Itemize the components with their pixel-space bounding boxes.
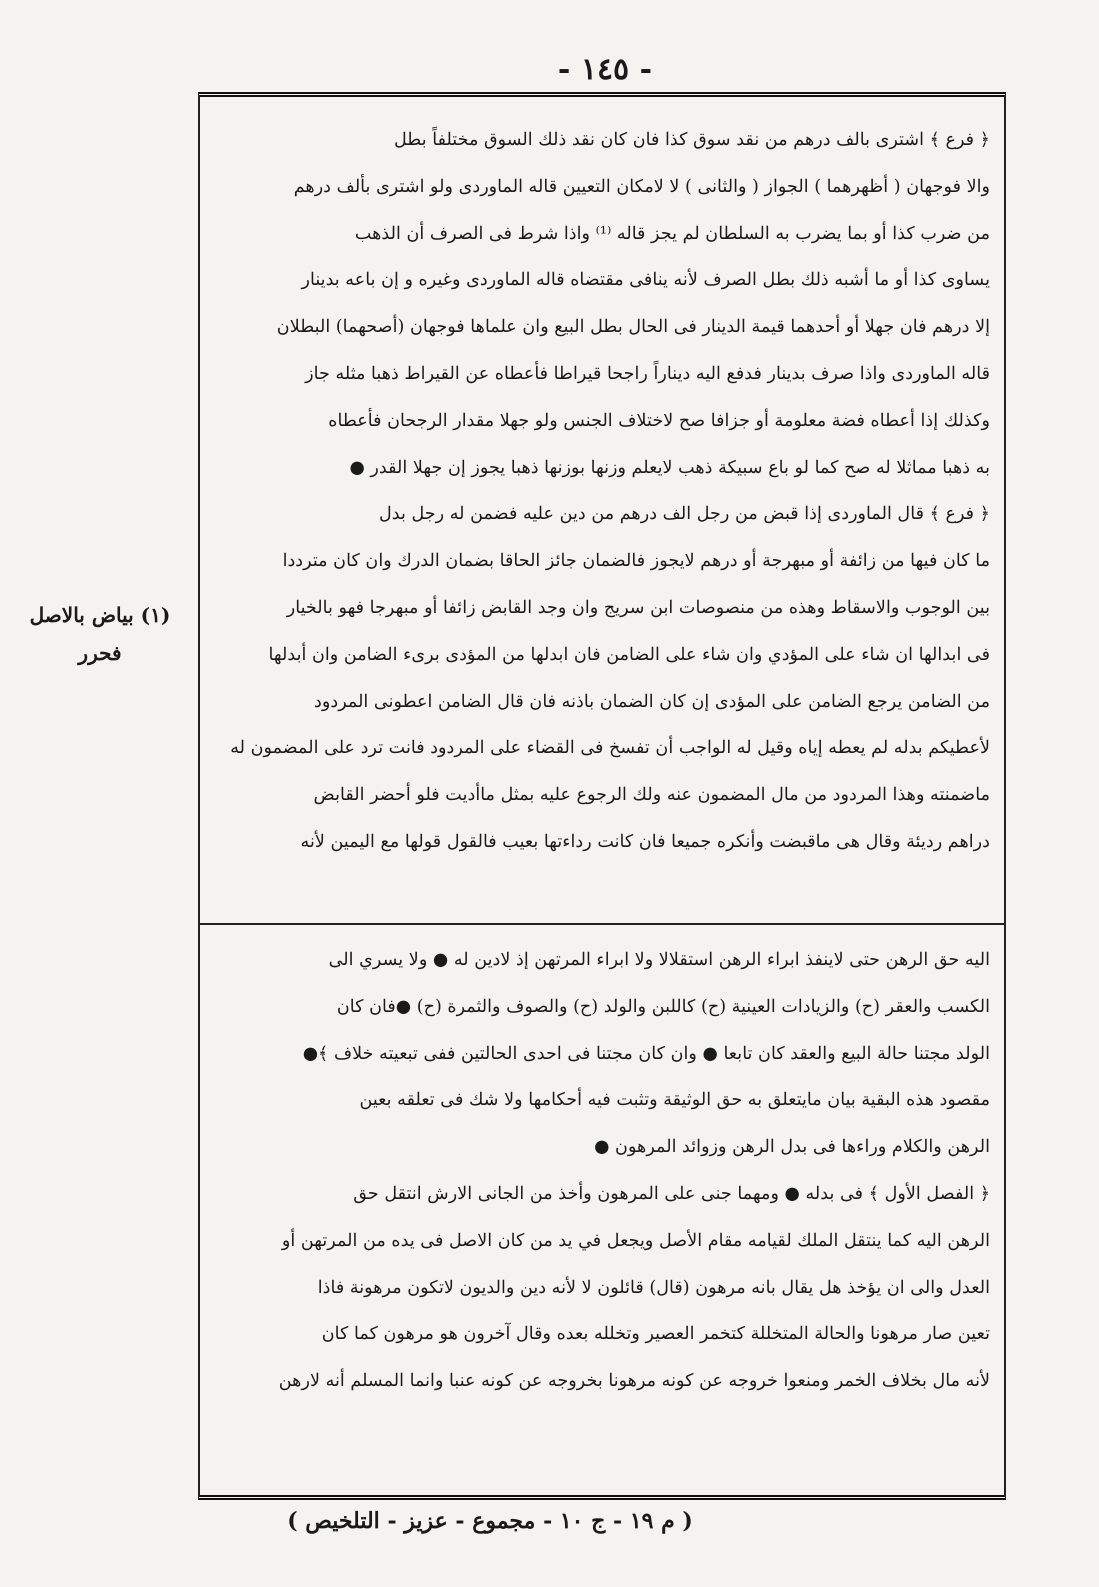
main-text-block	[214, 937, 990, 1405]
text-line: قاله الماوردى واذا صرف بدينار فدفع اليه ديناراً راجحا قيراطا فأعطاه عن القيراط ذهبا مثله جاز	[305, 363, 990, 384]
text-line: الرهن والكلام وراءها فى بدل الرهن وزوائد المرهون ●	[594, 1137, 990, 1158]
text-line: ﴿ فرع ﴾ اشترى بالف درهم من نقد سوق كذا فان كان نقد ذلك السوق مختلفاً بطل	[393, 130, 990, 150]
text-line: به ذهبا مماثلا له صح كما لو باع سبيكة ذهب لايعلم وزنها بوزنها ذهبا يجوز إن جهلا القدر ●	[349, 457, 990, 478]
text-line: والا فوجهان ( أظهرهما ) الجواز ( والثانى ) لا لامكان التعيين قاله الماوردى ولو اشترى بألف درهم	[293, 176, 990, 197]
text-line: من الضامن يرجع الضامن على المؤدى إن كان الضمان باذنه فان قال الضامن اعطونى المردود	[314, 691, 990, 712]
text-frame	[198, 92, 1006, 1500]
text-line: لأعطيكم بدله لم يعطه إياه وقيل له الواجب أن تفسخ فى القضاء على المردود فانت ترد على المضمون له	[230, 738, 990, 759]
text-line: لأنه مال بخلاف الخمر ومنعوا خروجه عن كونه مرهونا بخروجه عن كونه عنبا وانما المسلم أنه لارهن	[278, 1371, 990, 1392]
text-line: الولد مجتنا حالة البيع والعقد كان تابعا ● وان كان مجتنا فى احدى الحالتين ففى تبعيته خلاف ﴾●	[302, 1043, 990, 1064]
text-line: ماضمنته وهذا المردود من مال المضمون عنه ولك الرجوع عليه بمثل ماأديت فلو أحضر القابض	[313, 785, 990, 806]
commentary-block	[214, 117, 990, 866]
margin-note	[20, 596, 180, 672]
text-line: اليه حق الرهن حتى لاينفذ ابراء الرهن استقلالا ولا ابراء المرتهن إذ لادين له ● ولا يسري الى	[328, 950, 990, 970]
text-line: تعين صار مرهونا والحالة المتخللة كتخمر العصير وتخلله بعده وقال آخرون هو مرهون كما كان	[321, 1324, 990, 1345]
text-line: الرهن اليه كما ينتقل الملك لقيامه مقام الأصل ويجعل في يد من كان الاصل فى يده من المرتهن أو	[281, 1230, 990, 1251]
text-line: ﴿ الفصل الأول ﴾ فى بدله ● ومهما جنى على المرهون وأخذ من الجانى الارش انتقل حق	[353, 1183, 990, 1204]
section-divider	[200, 923, 1004, 925]
page-number: - ١٤٥ -	[557, 52, 653, 87]
margin-note-line: (١) بياض بالاصل	[29, 603, 171, 627]
text-line: بين الوجوب والاسقاط وهذه من منصوصات ابن سريج وان وجد القابض زائفا أو مبهرجا فهو بالخيار	[286, 597, 990, 618]
text-line: يساوى كذا أو ما أشبه ذلك بطل الصرف لأنه ينافى مقتضاه قاله الماوردى وغيره و إن باعه بدينار	[301, 270, 990, 291]
text-line: ما كان فيها من زائفة أو مبهرجة أو درهم لايجوز فالضمان جائز الحاقا بضمان الدرك وان كان مترددا	[282, 551, 990, 572]
text-line: وكذلك إذا أعطاه فضة معلومة أو جزافا صح لاختلاف الجنس ولو جهلا مقدار الرجحان فأعطاه	[328, 410, 990, 431]
text-line: دراهم رديئة وقال هى ماقبضت وأنكره جميعا فان كانت رداءتها بعيب فالقول قولها مع اليمين لأنه	[300, 831, 990, 852]
text-line: العدل والى ان يؤخذ هل يقال بانه مرهون (قال) قائلون لا لأنه دين والديون لاتكون مرهونة فاذا	[317, 1277, 990, 1298]
text-line: من ضرب كذا أو بما يضرب به السلطان لم يجز قاله ⁽¹⁾ واذا شرط فى الصرف أن الذهب	[354, 223, 990, 244]
text-line: مقصود هذه البقية بيان مايتعلق به حق الوثيقة وتثبت فيه أحكامها ولا شك فى تعلقه بعين	[359, 1090, 990, 1111]
text-line: فى ابدالها ان شاء على المؤدي وان شاء على الضامن فان ابدلها من المؤدى برىء الضامن وان أبدلها	[268, 644, 990, 665]
text-line: ﴿ فرع ﴾ قال الماوردى إذا قبض من رجل الف درهم من دين عليه فضمن له رجل بدل	[378, 504, 990, 525]
margin-note-line: فحرر	[78, 641, 122, 665]
signature-footer: ( م ١٩ - ج ١٠ - مجموع - عزيز - التلخيص )	[287, 1508, 693, 1534]
text-line: الكسب والعقر (ح) والزيادات العينية (ح) كاللبن والولد (ح) والصوف والثمرة (ح) ●فان كان	[336, 996, 990, 1017]
text-line: إلا درهم فان جهلا أو أحدهما قيمة الدينار فى الحال بطل البيع وان علماها فوجهان (أصحهما) البطلان	[276, 317, 990, 338]
